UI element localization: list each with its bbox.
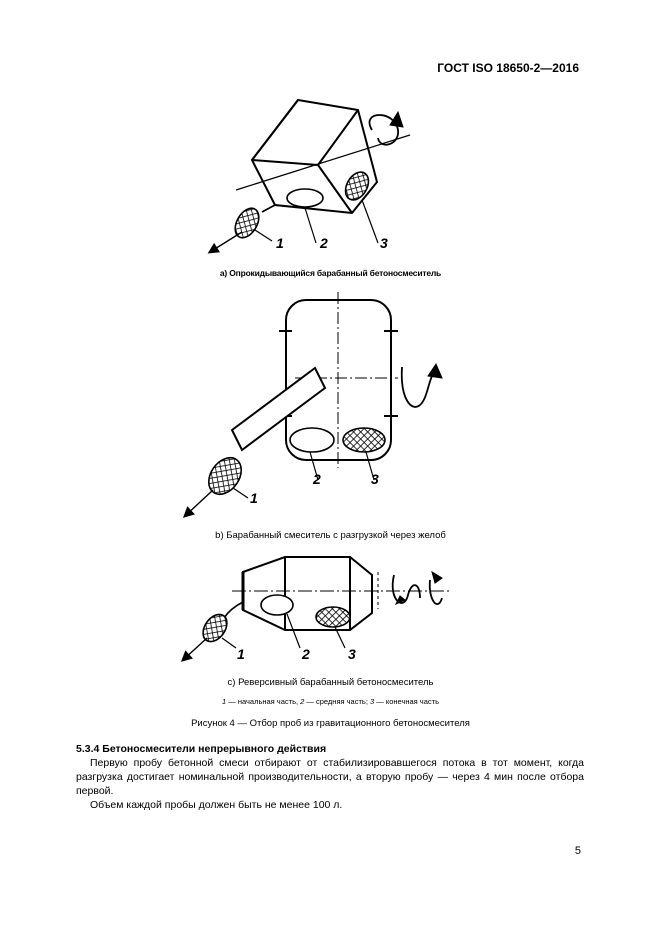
page-number: 5 [574,845,581,857]
figure-a-tilting-drum [0,90,661,260]
figure-a-label-3: 3 [380,235,388,251]
figure-a-caption: a) Опрокидывающийся барабанный бетоносмеситель [219,268,442,278]
section-heading: 5.3.4 Бетоносмесители непрерывного действия [76,743,327,755]
figure-a-label-2: 2 [320,235,328,251]
section-5-3-4 [76,742,584,812]
section-paragraph-1: Первую пробу бетонной смеси отбирают от стабилизировавшегося потока в тот момент, когда разгрузка достигает номинальной производительности, а вторую пробу — через 4 мин после отбора первой. [76,757,584,797]
figure-b-label-2: 2 [313,471,321,487]
legend-text-3: — конечная часть [374,697,439,706]
figure-a-label-1: 1 [276,235,284,251]
drum-body [243,557,372,630]
section-paragraph-2: Объем каждой пробы должен быть не менее 100 л. [90,799,343,811]
standard-header: ГОСТ ISO 18650-2—2016 [437,61,579,75]
legend-number-3: 3 [370,697,375,706]
figure-b-label-3: 3 [371,471,379,487]
figure-caption: Рисунок 4 — Отбор проб из гравитационного бетоносмесителя [191,718,470,729]
figure-c-label-3: 3 [348,646,356,662]
figure-c-reversible-drum [0,550,661,665]
legend-text-2: — средняя часть; [304,697,370,706]
sample-3-ellipse [316,607,350,627]
legend-number-1: 1 [222,697,227,706]
figure-legend [0,697,661,706]
sample-2-ellipse [261,595,293,615]
figure-b-label-1: 1 [250,490,258,506]
sample-3-ellipse [343,428,385,452]
figure-c-label-2: 2 [302,646,310,662]
figure-b-drum-chute [0,290,661,525]
legend-text-1: — начальная часть, [226,697,301,706]
sample-2-ellipse [287,189,323,207]
figure-c-label-1: 1 [237,646,245,662]
figure-b-caption: b) Барабанный смеситель с разгрузкой через желоб [215,530,446,541]
legend-number-2: 2 [300,697,305,706]
figure-c-caption: с) Реверсивный барабанный бетоносмеситель [227,677,434,688]
sample-2-ellipse [290,428,334,452]
